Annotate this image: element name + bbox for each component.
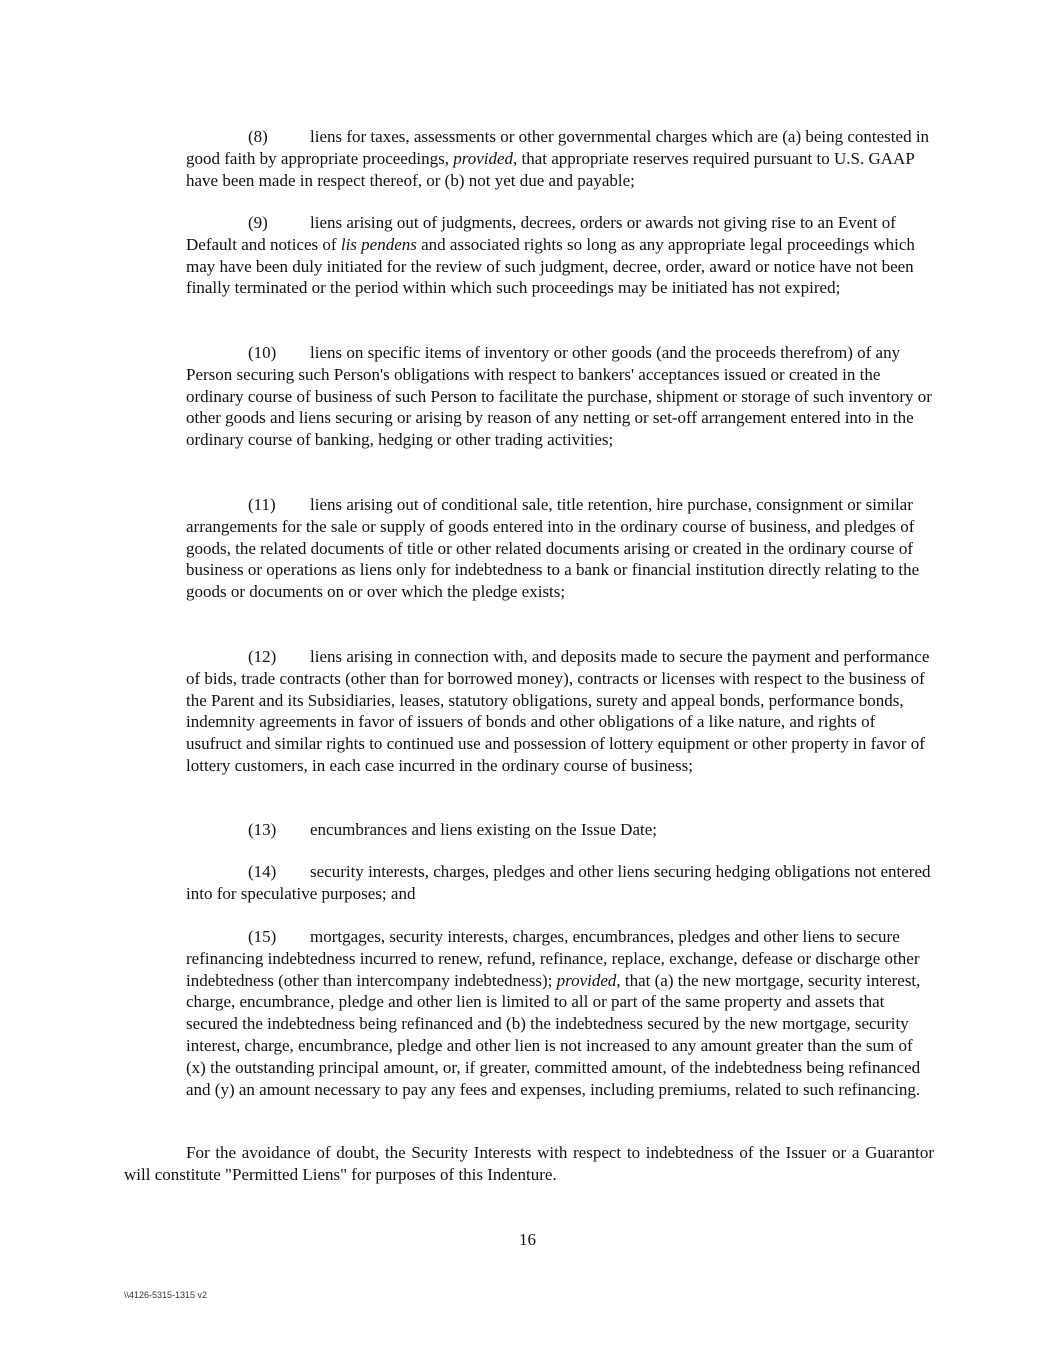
clause-number: (9) — [248, 213, 268, 232]
clause-text-italic: lis pendens — [340, 234, 417, 254]
clause-11 — [186, 494, 934, 603]
clause-text-part: encumbrances and liens existing on the Issue Date; — [310, 820, 657, 839]
clause-10 — [186, 342, 934, 451]
clause-9 — [186, 212, 934, 299]
clause-text-part: , that (a) the new mortgage, security interest, charge, encumbrance, pledge and other lien is limited to all or part of the same property and assets that secured the indebtedness being refinanced and (b) the indebtedness secured by the new mortgage, security interest, charge, encumbrance, pledge and other lien is not increased to any amount greater than the sum of (x) the outstanding principal amount, or, if greater, committed amount, of the indebtedness being refinanced and (y) an amount necessary to pay any fees and expenses, including premiums, related to such refinancing. — [186, 970, 921, 1099]
clause-number: (10) — [248, 343, 277, 362]
clause-text-part: , that appropriate reserves required pursuant to U.S. GAAP have been made in respect thereof, or (b) not yet due and payable; — [186, 148, 915, 190]
clause-text-part: liens for taxes, assessments or other governmental charges which are (a) being contested in good faith by appropriate proceedings, — [186, 127, 930, 168]
clause-number: (15) — [248, 927, 277, 946]
clause-text-part: liens arising out of judgments, decrees, orders or awards not giving rise to an Event of Default and notices of — [186, 213, 896, 254]
clause-text-italic: provided — [453, 148, 514, 168]
clause-number: (12) — [248, 647, 277, 666]
clause-14 — [186, 861, 934, 905]
clause-number: (14) — [248, 862, 277, 881]
page-number: 16 — [519, 1230, 536, 1249]
clause-12 — [186, 646, 934, 777]
closing-paragraph — [124, 1142, 934, 1186]
clause-15 — [186, 926, 934, 1100]
clause-text-part: mortgages, security interests, charges, encumbrances, pledges and other liens to secure refinancing indebtedness incurred to renew, refund, refinance, replace, exchange, defease or discharge other indebtedness (other than intercompany indebtedness); — [186, 927, 920, 990]
clause-text-part: and associated rights so long as any appropriate legal proceedings which may have been duly initiated for the review of such judgment, decree, order, award or notice have not been finally terminated or the period within which such proceedings may be initiated has not expired; — [186, 234, 915, 298]
clause-text-italic: provided — [556, 970, 617, 990]
clause-text-part: security interests, charges, pledges and other liens securing hedging obligations not entered into for speculative purposes; and — [186, 862, 931, 903]
closing-text: For the avoidance of doubt, the Security Interests with respect to indebtedness of the Issuer or a Guarantor will constitute "Permitted Liens" for purposes of this Indenture. — [124, 1143, 934, 1184]
clause-number: (13) — [248, 820, 277, 839]
clause-number: (8) — [248, 127, 268, 146]
clause-text-part: liens arising out of conditional sale, title retention, hire purchase, consignment or similar arrangements for the sale or supply of goods entered into in the ordinary course of business, and pledges of goods, the related documents of title or other related documents arising or created in the ordinary course of business or operations as liens only for indebtedness to a bank or financial institution directly relating to the goods or documents on or over which the pledge exists; — [186, 495, 920, 602]
clause-13 — [186, 819, 934, 841]
clause-text-part: liens arising in connection with, and deposits made to secure the payment and performance of bids, trade contracts (other than for borrowed money), contracts or licenses with respect to the business of the Parent and its Subsidiaries, leases, statutory obligations, surety and appeal bonds, performance bonds, indemnity agreements in favor of issuers of bonds and other obligations of a like nature, and rights of usufruct and similar rights to continued use and possession of lottery equipment or other property in favor of lottery customers, in each case incurred in the ordinary course of business; — [186, 647, 930, 775]
document-id: \\4126-5315-1315 v2 — [124, 1290, 208, 1300]
clause-text-part: liens on specific items of inventory or other goods (and the proceeds therefrom) of any Person securing such Person's obligations with respect to bankers' acceptances issued or created in the ordinary course of business of such Person to facilitate the purchase, shipment or storage of such inventory or other goods and liens securing or arising by reason of any netting or set-off arrangement entered into in the ordinary course of banking, hedging or other trading activities; — [186, 343, 932, 450]
clause-8 — [186, 126, 934, 191]
clause-number: (11) — [248, 495, 276, 514]
